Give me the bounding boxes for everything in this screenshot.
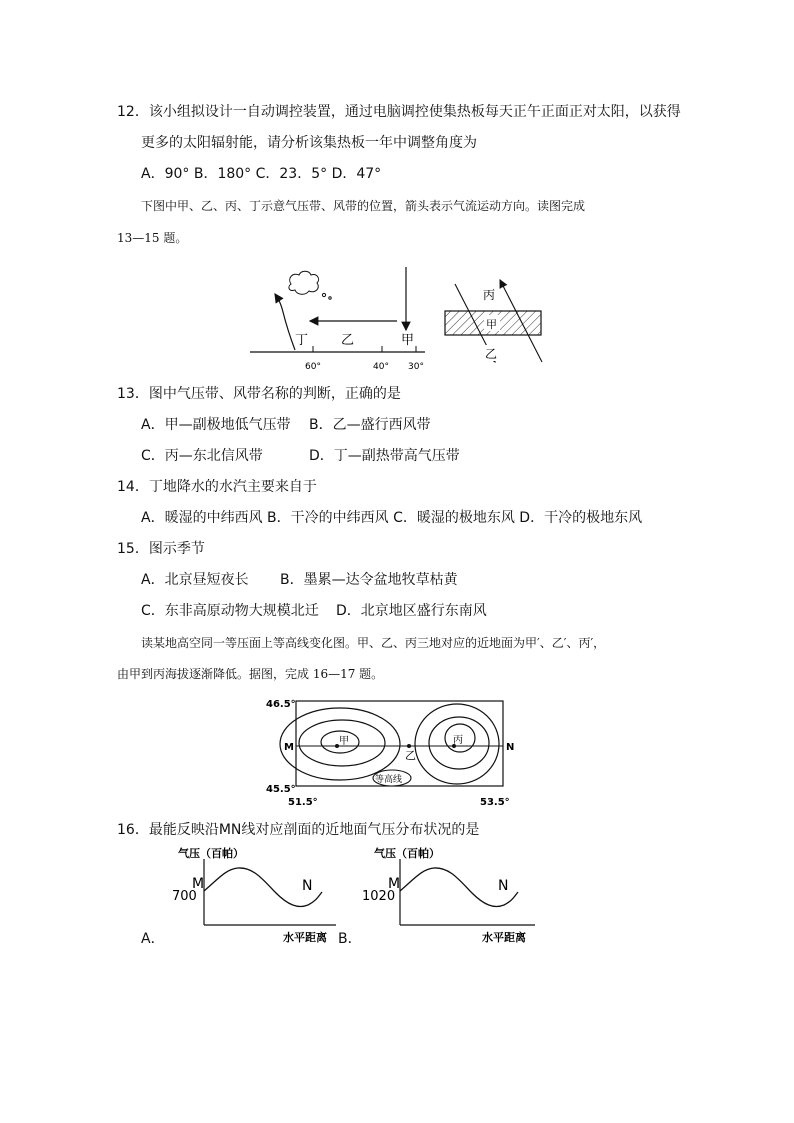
label-yi-left: 乙 [341,333,355,348]
graph-b-xlabel: 水平距离 [482,931,526,944]
contour-map [260,694,525,810]
intro2-line2: 由甲到丙海拔逐渐降低。据图，完成 16—17 题。 [117,667,384,681]
intro2-line1: 读某地高空同一等压面上等高线变化图。甲、乙、丙三地对应的近地面为甲′、乙′、丙′， [141,636,606,650]
q12-stem-line1: 12．该小组拟设计一自动调控装置，通过电脑调控使集热板每天正午正面正对太阳，以获得 [117,104,681,120]
graph-b-m: M [388,876,401,892]
intro1-line2: 13—15 题。 [117,231,188,245]
q12-stem-line2: 更多的太阳辐射能，请分析该集热板一年中调整角度为 [141,135,477,151]
graph-a-ylabel: 气压（百帕） [178,847,244,860]
graph-a [168,845,338,945]
label-jia: 甲 [339,736,349,747]
q15-stem: 15．图示季节 [117,541,205,557]
graph-a-value: 700 [172,889,197,904]
graph-b-value: 1020 [362,889,396,904]
tick-label-60: 60° [305,362,321,372]
q15-option-a: A．北京昼短夜长 [141,572,249,588]
q13-option-d: D．丁—副热带高气压带 [309,448,460,464]
tick-label-30: 30° [408,362,424,372]
q15-option-d: D．北京地区盛行东南风 [336,603,487,619]
label-yi-right: 乙 [485,347,498,361]
intro1-line1: 下图中甲、乙、丙、丁示意气压带、风带的位置，箭头表示气流运动方向。读图完成 [141,199,586,213]
q12-options: A．90° B．180° C．23．5° D．47° [141,166,382,182]
point-yi [407,744,411,748]
pressure-belt-diagram [245,262,550,374]
label-m: M [284,742,294,753]
label-bing: 丙 [453,735,463,746]
cloud-icon [289,271,319,294]
graph-a-option: A． [141,931,165,947]
q15-option-b: B．墨累—达令盆地牧草枯黄 [280,572,458,588]
lon-right: 53.5° [480,797,510,808]
label-n: N [506,742,515,753]
graph-a-m: M [192,876,205,892]
q13-stem: 13．图中气压带、风带名称的判断，正确的是 [117,386,401,402]
cloud-dot [329,297,331,299]
q13-option-a: A．甲—副极地低气压带 [141,417,291,433]
cloud-dot [322,293,325,296]
graph-b-ylabel: 气压（百帕） [374,847,440,860]
q13-option-c: C．丙—东北信风带 [141,448,263,464]
q16-stem: 16．最能反映沿MN线对应剖面的近地面气压分布状况的是 [117,822,480,838]
rising-air-arrow [275,294,295,350]
label-jia-right: 甲 [486,318,497,331]
lat-bottom: 45.5° [266,784,296,795]
q14-options: A．暖湿的中纬西风 B．干冷的中纬西风 C．暖湿的极地东风 D．干冷的极地东风 [141,510,643,526]
q14-stem: 14．丁地降水的水汽主要来自于 [117,479,317,495]
lon-left: 51.5° [288,797,318,808]
q15-option-c: C．东非高原动物大规模北迁 [141,603,319,619]
label-jia-left: 甲 [401,333,415,348]
graph-b-option: B． [338,931,362,947]
label-ding: 丁 [295,333,309,348]
lat-top: 46.5° [266,699,296,710]
graph-a-xlabel: 水平距离 [283,931,327,944]
graph-b [360,845,540,945]
label-yi: 乙 [405,749,416,762]
tick-label-40: 40° [373,362,389,372]
q13-option-b: B．乙—盛行西风带 [309,417,431,433]
label-contour: 等高线 [375,775,403,785]
label-bing-right: 丙 [483,288,496,302]
graph-a-n: N [302,878,313,894]
graph-b-n: N [498,878,509,894]
